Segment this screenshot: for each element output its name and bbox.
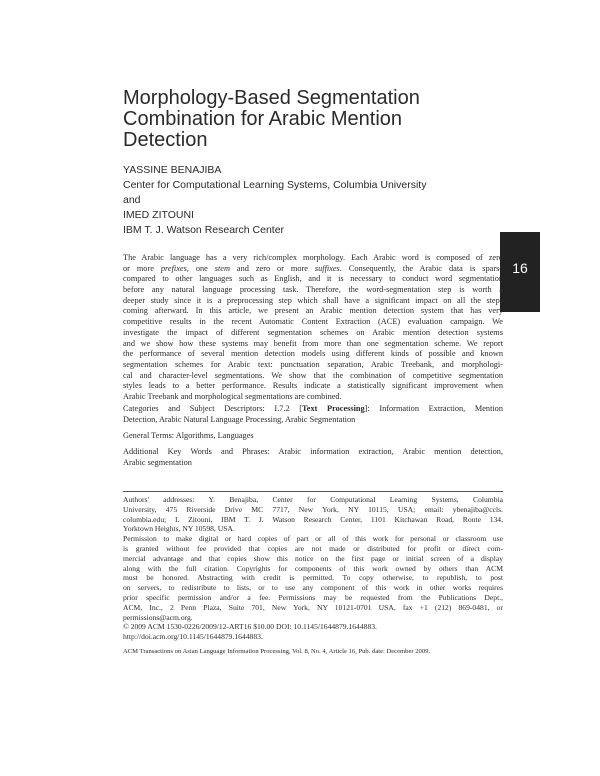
footnote-line: Yorktown Heights, NY 10598, USA. xyxy=(123,524,235,534)
abstract-line: competitive results in the recent Automatic Content Extraction (ACE) evaluation campaign. We xyxy=(123,317,503,327)
categories-line: Detection, Arabic Natural Language Processing, Arabic Segmentation xyxy=(123,414,356,424)
abstract-line: deeper study since it is a preprocessing step which shall have a significant impact on all the steps xyxy=(123,295,503,305)
footnote-line: University, 475 Riverside Drive MC 7717, New York, NY 10115, USA; email: ybenajiba@ccls. xyxy=(123,504,503,514)
footnote-line: is granted without fee provided that copies are not made or distributed for profit or direct com- xyxy=(123,543,503,553)
abstract xyxy=(123,253,503,403)
footnote-line: Permission to make digital or hard copies of part or all of this work for personal or classroom use xyxy=(123,534,503,544)
abstract-line: cal and character-level segmentations. We show that the combination of competitive segmentation xyxy=(123,370,503,380)
title-line: Detection xyxy=(123,129,208,151)
footnote-line: on servers, to redistribute to lists, or to use any component of this work in other works requires xyxy=(123,583,503,593)
journal-citation: ACM Transactions on Asian Language Information Processing, Vol. 8, No. 4, Article 16, Pub. date: December 2009. xyxy=(123,648,431,655)
abstract-line: styles leads to a better performance. Results indicate a statistically significant improvement when xyxy=(123,381,503,391)
abstract-line: investigate the impact of different segmentation schemes on Arabic mention detection systems xyxy=(123,327,503,337)
author-affiliation: IBM T. J. Watson Research Center xyxy=(123,224,285,236)
keywords xyxy=(123,447,503,468)
footnote-line: must be honored. Abstracting with credit is permitted. To copy otherwise, to republish, to post xyxy=(123,573,503,583)
paper-title xyxy=(123,88,423,151)
footnote-line: mercial advantage and that copies show this notice on the first page or initial screen of a display xyxy=(123,553,503,563)
abstract-line: compared to other languages such as English, and it is necessary to conduct word segmentation xyxy=(123,274,503,284)
abstract-line: Arabic Treebank and morphological segmentations are combined. xyxy=(123,391,342,401)
footnote-line: ACM, Inc., 2 Penn Plaza, Suite 701, New York, NY 10121-0701 USA, fax +1 (212) 869-0481, or xyxy=(123,602,503,612)
general-terms-line: General Terms: Algorithms, Languages xyxy=(123,431,254,440)
copyright-line: © 2009 ACM 1530-0226/2009/12-ART16 $10.00 DOI: 10.1145/1644879.1644883. xyxy=(123,622,377,632)
footnote-line: permissions@acm.org. xyxy=(123,612,193,622)
title-line: Morphology-Based Segmentation xyxy=(123,87,420,109)
keywords-line: Additional Key Words and Phrases: Arabic information extraction, Arabic mention detection, xyxy=(123,447,503,456)
abstract-line: and we show how these systems may benefit from more than one segmentation scheme. We report xyxy=(123,338,503,348)
abstract-line: before any natural language processing task. Therefore, the word-segmentation step is worth a xyxy=(123,285,503,295)
general-terms xyxy=(123,431,503,442)
page-number-tab xyxy=(500,232,540,312)
doi-link[interactable]: http://doi.acm.org/10.1145/1644879.1644883. xyxy=(123,632,263,642)
footnote xyxy=(123,495,503,642)
abstract-line: coming afterward. In this article, we present an Arabic mention detection system that has very xyxy=(123,306,503,316)
footnote-line: Authors' addresses: Y. Benajiba, Center for Computational Learning Systems, Columbia xyxy=(123,495,503,504)
footnote-line: prior specific permission and/or a fee. Permissions may be requested from the Publications Dept., xyxy=(123,592,503,602)
footnote-line: columbia.edu; I. Zitouni, IBM T. J. Watson Research Center, 1101 Kitchawan Road, Route 134, xyxy=(123,514,503,524)
author-conjunction: and xyxy=(123,194,141,206)
footnote-divider xyxy=(123,491,503,492)
author-block xyxy=(123,163,426,238)
abstract-line: segmentation schemes for Arabic text: punctuation separation, Arabic Treebank, and morphologi- xyxy=(123,359,503,369)
title-line: Combination for Arabic Mention xyxy=(123,108,403,130)
categories-descriptors xyxy=(123,404,503,425)
footnote-line: along with the full citation. Copyrights for components of this work owned by others than ACM xyxy=(123,563,503,573)
page-number: 16 xyxy=(512,260,528,276)
abstract-line: The Arabic language has a very rich/complex morphology. Each Arabic word is composed of zero xyxy=(123,253,503,262)
author-name: YASSINE BENAJIBA xyxy=(123,164,222,176)
author-affiliation: Center for Computational Learning Systems, Columbia University xyxy=(123,179,427,191)
keywords-line: Arabic segmentation xyxy=(123,457,192,467)
abstract-line: or more prefixes, one stem and zero or more suffixes. Consequently, the Arabic data is sparse xyxy=(123,263,503,273)
author-name: IMED ZITOUNI xyxy=(123,209,194,221)
abstract-line: the performance of several mention detection models using different kinds of possible and known xyxy=(123,349,503,359)
categories-line: Categories and Subject Descriptors: I.7.2 [Text Processing]: Information Extraction, Mention xyxy=(123,404,503,413)
